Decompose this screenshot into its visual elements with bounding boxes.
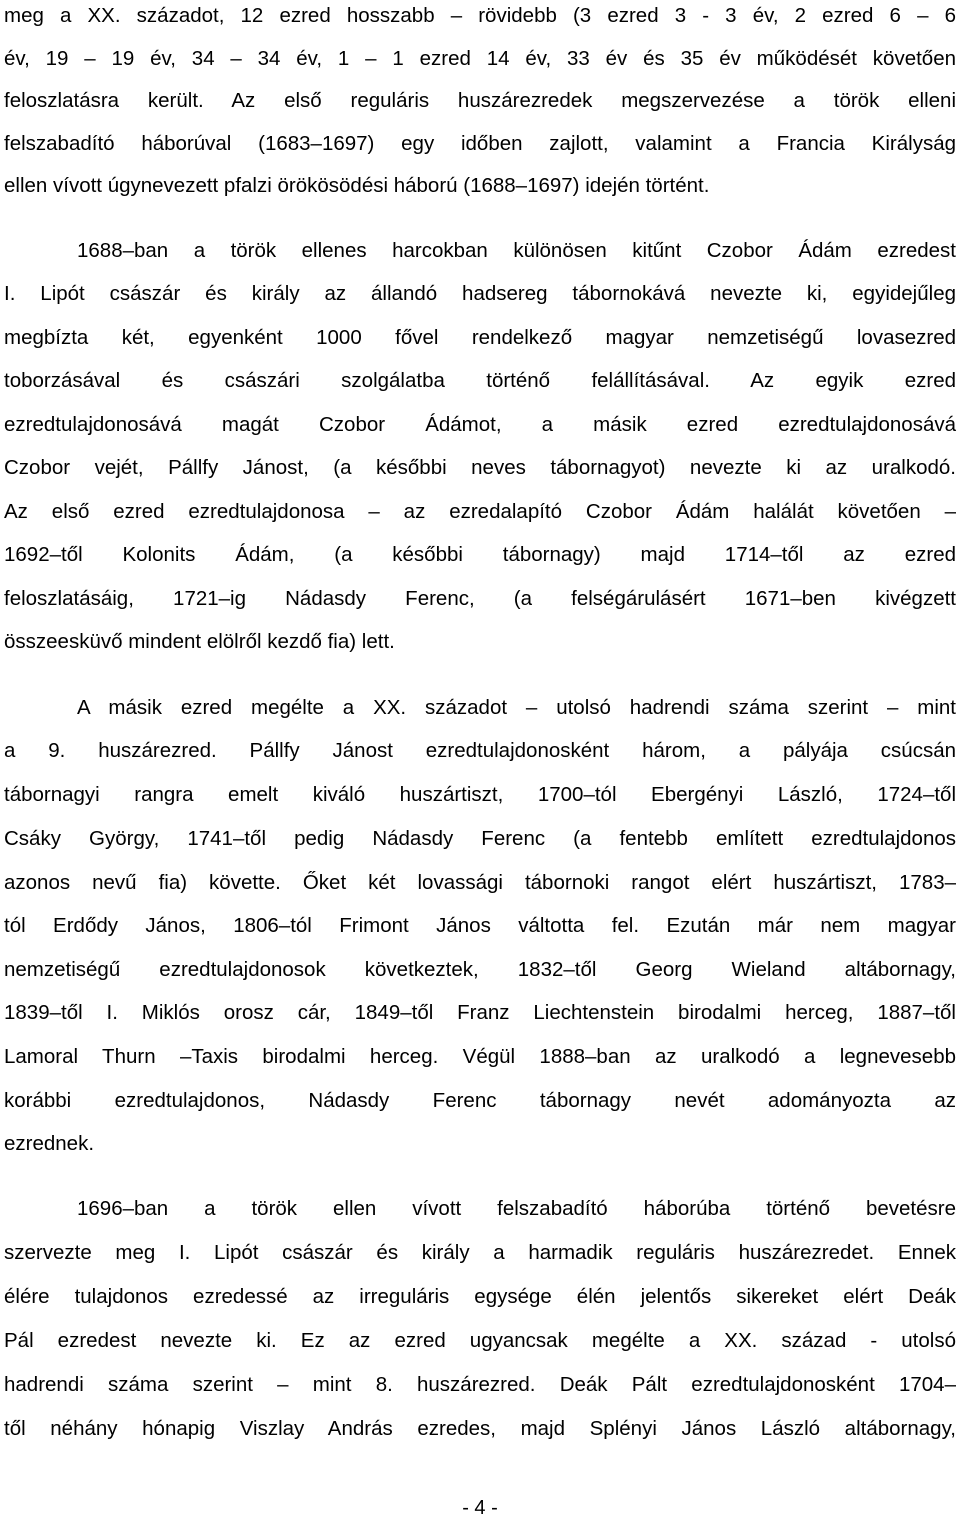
page-number: - 4 -: [462, 1497, 498, 1519]
text-line: A másik ezred megélte a XX. századot – utolsó hadrendi száma szerint – mint: [77, 696, 956, 719]
text-line: ellen vívott úgynevezett pfalzi örökösödési háború (1688–1697) idején történt.: [4, 174, 710, 197]
text-line: tábornagyi rangra emelt kiváló huszártiszt, 1700–tól Ebergényi László, 1724–től: [4, 783, 956, 806]
text-line: 1692–től Kolonits Ádám, (a későbbi tábornagy) majd 1714–től az ezred: [4, 543, 956, 566]
text-line: nemzetiségű ezredtulajdonosok következtek, 1832–től Georg Wieland altábornagy,: [4, 958, 956, 981]
text-line: 1688–ban a török ellenes harcokban különösen kitűnt Czobor Ádám ezredest: [77, 239, 956, 262]
text-line: szervezte meg I. Lipót császár és király a harmadik reguláris huszárezredet. Ennek: [4, 1241, 956, 1264]
text-line: megbízta két, egyenként 1000 fővel rendelkező magyar nemzetiségű lovasezred: [4, 326, 956, 349]
text-line: Lamoral Thurn –Taxis birodalmi herceg. Végül 1888–ban az uralkodó a legnevesebb: [4, 1045, 956, 1068]
text-line: 1839–től I. Miklós orosz cár, 1849–től Franz Liechtenstein birodalmi herceg, 1887–től: [4, 1001, 956, 1024]
text-line: Csáky György, 1741–től pedig Nádasdy Ferenc (a fentebb említett ezredtulajdonos: [4, 827, 956, 850]
text-line: 1696–ban a török ellen vívott felszabadító háborúba történő bevetésre: [77, 1197, 956, 1220]
text-line: Az első ezred ezredtulajdonosa – az ezredalapító Czobor Ádám halálát követően –: [4, 500, 956, 523]
text-line: Czobor vejét, Pállfy Jánost, (a későbbi neves tábornagyot) nevezte ki az uralkodó.: [4, 456, 956, 479]
text-line: év, 19 – 19 év, 34 – 34 év, 1 – 1 ezred 14 év, 33 év és 35 év működését követően: [4, 47, 956, 70]
text-line: korábbi ezredtulajdonos, Nádasdy Ferenc tábornagy nevét adományozta az: [4, 1089, 956, 1112]
text-line: ezrednek.: [4, 1132, 95, 1155]
text-line: a 9. huszárezred. Pállfy Jánost ezredtulajdonosként három, a pályája csúcsán: [4, 739, 956, 762]
text-line: meg a XX. századot, 12 ezred hosszabb – rövidebb (3 ezred 3 - 3 év, 2 ezred 6 – 6: [4, 4, 956, 27]
text-line: től néhány hónapig Viszlay András ezredes, majd Splényi János László altábornagy,: [4, 1417, 956, 1440]
text-line: hadrendi száma szerint – mint 8. huszárezred. Deák Pált ezredtulajdonosként 1704–: [4, 1373, 956, 1396]
text-line: felszabadító háborúval (1683–1697) egy időben zajlott, valamint a Francia Királyság: [4, 132, 956, 155]
text-line: feloszlatásra került. Az első reguláris huszárezredek megszervezése a török elleni: [4, 89, 956, 112]
text-line: Pál ezredest nevezte ki. Ez az ezred ugyancsak megélte a XX. század - utolsó: [4, 1329, 956, 1352]
text-line: összeesküvő mindent elölről kezdő fia) lett.: [4, 630, 395, 653]
text-line: toborzásával és császári szolgálatba történő felállításával. Az egyik ezred: [4, 369, 956, 392]
text-line: I. Lipót császár és király az állandó hadsereg tábornokává nevezte ki, egyidejűleg: [4, 282, 956, 305]
text-line: tól Erdődy János, 1806–tól Frimont János váltotta fel. Ezután már nem magyar: [4, 914, 956, 937]
text-line: feloszlatásáig, 1721–ig Nádasdy Ferenc, (a felségárulásért 1671–ben kivégzett: [4, 587, 956, 610]
text-line: élére tulajdonos ezredessé az irreguláris egysége élén jelentős sikereket elért Deák: [4, 1285, 956, 1308]
text-line: ezredtulajdonosává magát Czobor Ádámot, a másik ezred ezredtulajdonosává: [4, 413, 956, 436]
text-line: azonos nevű fia) követte. Őket két lovassági tábornoki rangot elért huszártiszt, 1783–: [4, 871, 956, 894]
